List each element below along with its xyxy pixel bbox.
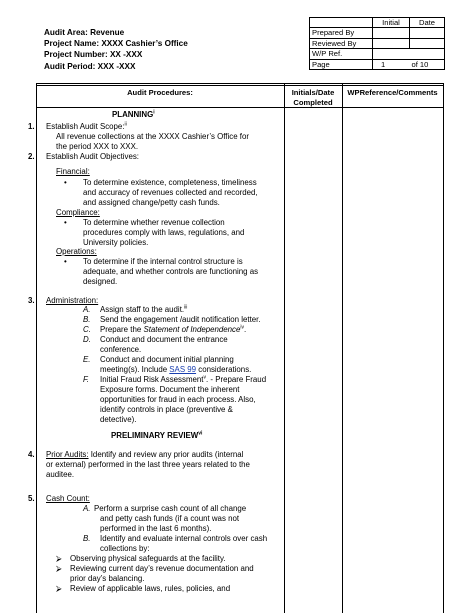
step-3c-letter: C. xyxy=(83,325,91,334)
step-3f-letter: F. xyxy=(83,375,89,384)
step-5a-line2: and petty cash funds (if a count was not xyxy=(100,514,240,523)
step-5-title: Cash Count: xyxy=(46,494,90,503)
step-3a-letter: A. xyxy=(83,305,91,314)
page-of-total: of 10 xyxy=(411,59,429,69)
step-3-title: Administration: xyxy=(46,296,99,305)
operations-line1: To determine if the internal control structure is xyxy=(83,257,243,266)
step-3d-line1: Conduct and document the entrance xyxy=(100,335,228,344)
step-5-number: 5. xyxy=(28,494,35,503)
operations-label: Operations: xyxy=(56,247,97,256)
prepared-by-label: Prepared By xyxy=(310,28,373,38)
reviewed-by-initial-cell[interactable] xyxy=(373,38,410,48)
arrow-item-1: Observing physical safeguards at the facility. xyxy=(70,554,226,563)
step-3c-text: Prepare the Statement of Independence$^{iv}$. xyxy=(100,324,247,334)
page-number: 1 xyxy=(381,59,386,69)
column-header-bottom-border xyxy=(36,107,443,108)
initials-divider xyxy=(342,83,343,613)
audit-area: Audit Area: Revenue xyxy=(44,28,125,37)
step-3e-line2: meeting(s). Include SAS 99 considerations. xyxy=(100,365,252,374)
step-5a-letter: A. xyxy=(83,504,91,513)
step-5b-letter: B. xyxy=(83,534,91,543)
compliance-line3: University policies. xyxy=(83,238,149,247)
arrow-bullet-icon: ⮚ xyxy=(56,584,62,593)
step-4-line2: or external) performed in the last three years related to the xyxy=(46,460,250,469)
prepared-by-initial-cell[interactable] xyxy=(373,28,410,38)
step-1-number: 1. xyxy=(28,122,35,131)
step-3b-letter: B. xyxy=(83,315,91,324)
col-wp-reference: WPReference/Comments xyxy=(347,88,438,97)
step-5a-line1: Perform a surprise cash count of all change xyxy=(94,504,247,513)
audit-period: Audit Period: XXX -XXX xyxy=(44,61,136,71)
operations-line2: adequate, and whether controls are functioning as xyxy=(83,267,259,276)
step-5b-line2: collections by: xyxy=(100,544,150,553)
step-3e-line1: Conduct and document initial planning xyxy=(100,355,234,364)
step-3-number: 3. xyxy=(28,296,35,305)
col-initial: Initial xyxy=(373,18,410,28)
step-4-number: 4. xyxy=(28,450,35,459)
financial-line1: To determine existence, completeness, timeliness xyxy=(83,178,257,187)
step-2-title: Establish Audit Objectives: xyxy=(46,152,139,161)
planning-heading: PLANNING$^i$ xyxy=(112,109,155,119)
bullet-icon: • xyxy=(64,257,67,266)
step-4-line1: Prior Audits: Identify and review any prior audits (internal xyxy=(46,450,244,459)
step-3a-text: Assign staff to the audit.$^{iii}$ xyxy=(100,304,188,314)
audit-header-info xyxy=(44,27,188,72)
step-3f-line4: identify controls in place (preventive & xyxy=(100,405,233,414)
step-5a-line3: performed in the last 6 months). xyxy=(100,524,212,533)
wp-ref-cell[interactable] xyxy=(373,49,445,59)
page-label: Page xyxy=(310,59,373,69)
col-date: Date xyxy=(410,18,445,28)
bullet-icon: • xyxy=(64,218,67,227)
wp-ref-label: W/P Ref. xyxy=(310,49,373,59)
arrow-item-2-line2: prior day’s balancing. xyxy=(70,574,145,583)
financial-line3: and assigned change/petty cash funds. xyxy=(83,198,220,207)
step-4-line3: auditee. xyxy=(46,470,75,479)
compliance-line1: To determine whether revenue collection xyxy=(83,218,225,227)
arrow-bullet-icon: ⮚ xyxy=(56,554,62,563)
step-2-number: 2. xyxy=(28,152,35,161)
signoff-corner xyxy=(310,18,373,28)
compliance-label: Compliance: xyxy=(56,208,100,217)
arrow-item-3: Review of applicable laws, rules, policies, and xyxy=(70,584,231,593)
step-3f-line5: detective). xyxy=(100,415,137,424)
col-initials-date xyxy=(284,88,342,108)
compliance-line2: procedures comply with laws, regulations, and xyxy=(83,228,245,237)
step-3e-letter: E. xyxy=(83,355,91,364)
step-3f-line2: Exposure forms. Document the inherent xyxy=(100,385,240,394)
project-number: Project Number: XX -XXX xyxy=(44,50,143,60)
step-3f-line3: opportunities for fraud in each process. Also, xyxy=(100,395,256,404)
main-table-right-border xyxy=(443,83,444,613)
financial-line2: and accuracy of revenues collected and recorded, xyxy=(83,188,258,197)
main-table-top-border xyxy=(36,83,443,86)
bullet-icon: • xyxy=(64,178,67,187)
step-3d-letter: D. xyxy=(83,335,91,344)
signoff-table xyxy=(309,17,445,70)
step-1-title: Establish Audit Scope:$^{ii}$ xyxy=(46,121,127,131)
sas-99-link[interactable]: SAS 99 xyxy=(169,365,197,374)
step-5b-line1: Identify and evaluate internal controls over cash xyxy=(100,534,268,543)
prepared-by-date-cell[interactable] xyxy=(410,28,445,38)
arrow-item-2-line1: Reviewing current day’s revenue documentation and xyxy=(70,564,254,573)
step-3f-line1: Initial Fraud Risk Assessment$^v$. - Prepare Fraud xyxy=(100,374,267,384)
col-initials-date-line2: Completed xyxy=(293,98,333,107)
col-initials-date-line1: Initials/Date xyxy=(291,88,335,97)
procedures-divider xyxy=(284,83,285,613)
arrow-bullet-icon: ⮚ xyxy=(56,564,62,573)
step-3b-text: Send the engagement /audit notification letter. xyxy=(100,315,261,324)
step-3d-line2: conference. xyxy=(100,345,142,354)
step-1-line1: All revenue collections at the XXXX Cashier’s Office for xyxy=(56,132,249,141)
operations-line3: designed. xyxy=(83,277,118,286)
step-1-line2: the period XXX to XXX. xyxy=(56,142,139,151)
page-indicator xyxy=(373,59,445,69)
reviewed-by-date-cell[interactable] xyxy=(410,38,445,48)
financial-label: Financial: xyxy=(56,167,90,176)
preliminary-review-heading: PRELIMINARY REVIEW$^{vi}$ xyxy=(111,430,203,440)
main-table-left-border xyxy=(36,83,37,613)
reviewed-by-label: Reviewed By xyxy=(310,38,373,48)
project-name: Project Name: XXXX Cashier’s Office xyxy=(44,39,188,49)
col-audit-procedures: Audit Procedures: xyxy=(127,88,193,97)
